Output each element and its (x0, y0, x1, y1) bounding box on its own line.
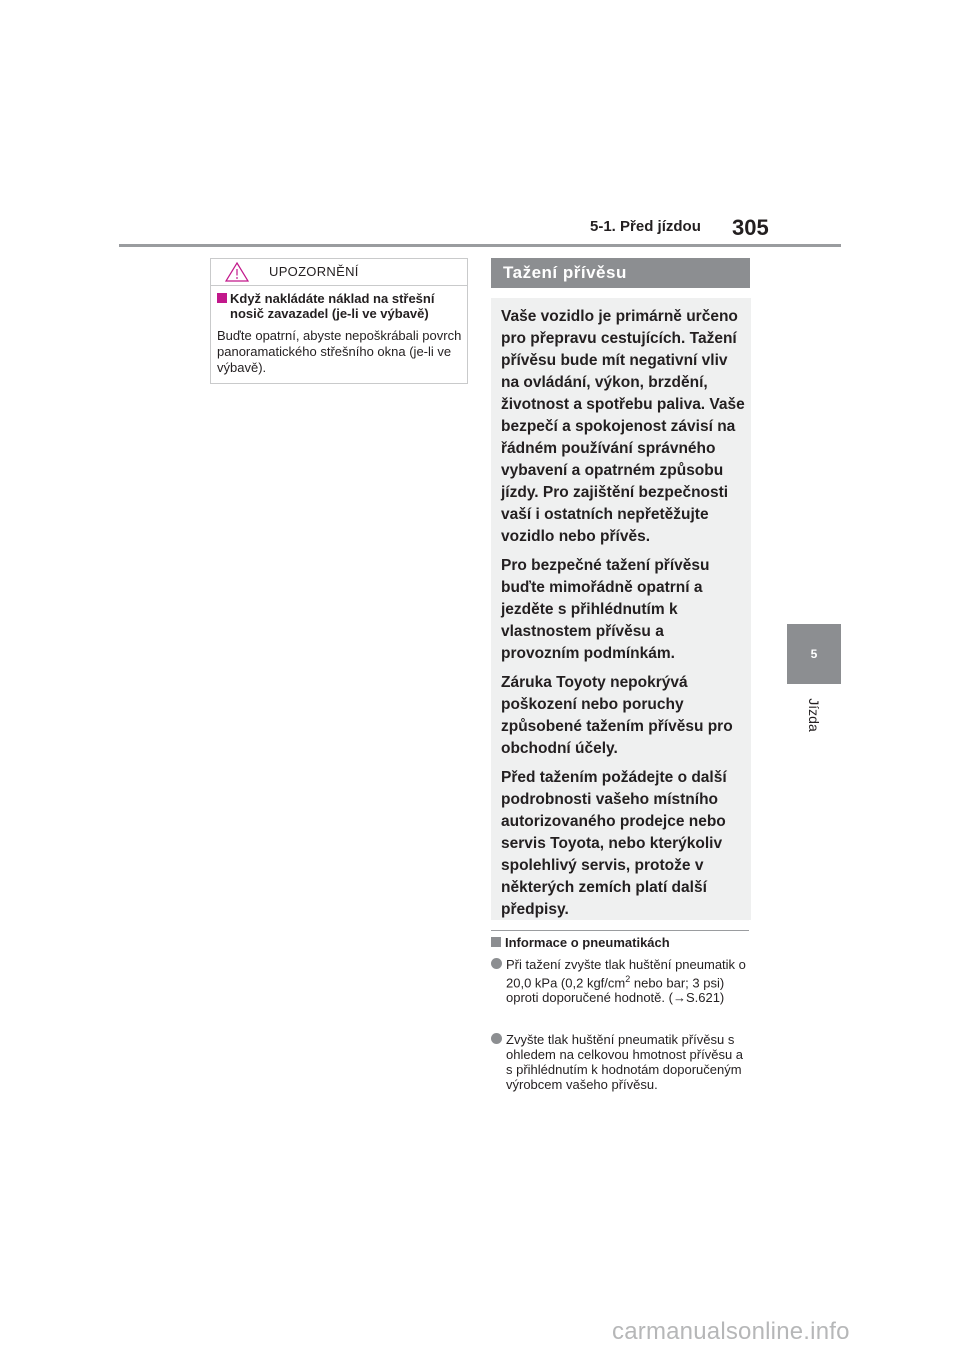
caution-body: Buďte opatrní, abyste nepoškrábali povrch panoramatického střešního okna (je-li ve výbavě). (217, 328, 462, 375)
bullet-dot-icon (491, 958, 502, 969)
intro-paragraph: Před tažením požádejte o další podrobnosti vašeho místního autorizovaného prodejce nebo servis Toyota, nebo kterýkoliv spolehlivý servis, protože v některých zemích platí další předpisy. (501, 769, 727, 918)
tires-bullet (491, 957, 753, 1005)
notes-divider (491, 930, 749, 931)
caution-title: UPOZORNĚNÍ (269, 264, 359, 279)
warning-triangle-icon (225, 262, 249, 282)
section-title: Tažení přívěsu (491, 258, 750, 288)
tires-bullet-text-part: nebo bar; 3 psi) oproti doporučené hodnotě. (→S.621) (506, 975, 725, 1006)
tires-bullet-text: Zvyšte tlak huštění pneumatik přívěsu s ohledem na celkovou hmotnost přívěsu a s přihlédnutím k hodnotám doporučeným výrobcem vašeho přívěsu. (506, 1032, 744, 1092)
intro-paragraph: Vaše vozidlo je primárně určeno pro přepravu cestujících. Tažení přívěsu bude mít negativní vliv na ovládání, výkon, brzdění, životnost a spotřebu paliva. Vaše bezpečí a spokojenost závisí na řádném používání správného vybavení a opatrném způsobu jízdy. Pro zajištění bezpečnosti vaší i ostatních nepřetěžujte vozidlo nebo přívěs. (501, 308, 745, 545)
intro-panel (491, 298, 751, 920)
chapter-label (787, 690, 841, 740)
intro-text (501, 306, 746, 928)
tires-bullet-text-part: Při tažení zvyšte tlak huštění pneumatik o 20,0 kPa (0,2 kgf/cm (506, 957, 746, 991)
caution-subheading (217, 291, 465, 321)
caution-box (210, 258, 468, 384)
watermark: carmanualsonline.info (612, 1318, 850, 1345)
grey-square-icon (491, 937, 501, 947)
page-number: 305 (732, 215, 769, 240)
header-divider (119, 244, 841, 247)
intro-paragraph: Záruka Toyoty nepokrývá poškození nebo poruchy způsobené tažením přívěsu pro obchodní účely. (501, 674, 733, 757)
chapter-tab: 5 (787, 624, 841, 684)
magenta-square-icon (217, 293, 227, 303)
tires-heading-text: Informace o pneumatikách (505, 935, 670, 950)
section-header: 5-1. Před jízdou (590, 218, 701, 235)
caution-header (211, 259, 467, 286)
tires-bullet-text (491, 957, 753, 1005)
tires-bullet (491, 1032, 753, 1092)
bullet-dot-icon (491, 1033, 502, 1044)
tires-heading (491, 935, 670, 950)
superscript: 2 (625, 974, 631, 984)
chapter-label-text: Jízda (806, 698, 822, 732)
caution-subheading-text: Když nakládáte náklad na střešní nosič zavazadel (je-li ve výbavě) (230, 291, 435, 321)
intro-paragraph: Pro bezpečné tažení přívěsu buďte mimořádně opatrní a jezděte s přihlédnutím k vlastnostem přívěsu a provozním podmínkám. (501, 557, 710, 662)
